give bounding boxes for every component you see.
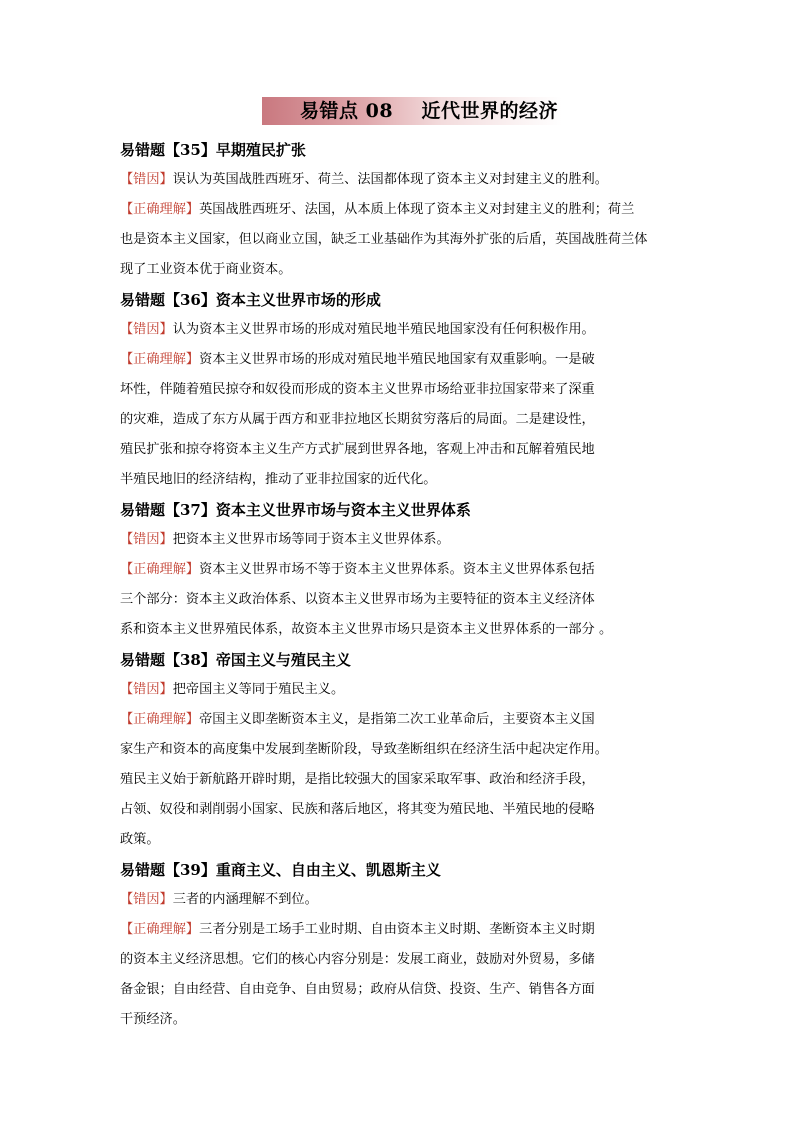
title-banner xyxy=(262,95,562,127)
correct-understanding-paragraph xyxy=(120,705,690,855)
text-line xyxy=(120,885,690,915)
error-cause-paragraph xyxy=(120,165,690,195)
line-text: 认为资本主义世界市场的形成对殖民地半殖民地国家没有任何积极作用。 xyxy=(172,322,595,337)
text-line xyxy=(120,675,690,705)
line-text: 三个部分：资本主义政治体系、以资本主义世界市场为主要特征的资本主义经济体 xyxy=(120,592,595,607)
line-text: 的灾难，造成了东方从属于西方和亚非拉地区长期贫穷落后的局面。二是建设性， xyxy=(120,412,595,427)
line-text: 资本主义世界市场的形成对殖民地半殖民地国家有双重影响。一是破 xyxy=(199,352,595,367)
line-text: 三者分别是工场手工业时期、自由资本主义时期、垄断资本主义时期 xyxy=(199,922,595,937)
correct-understanding-label: 【正确理解】 xyxy=(120,922,200,937)
error-cause-label: 【错因】 xyxy=(120,172,173,187)
text-line xyxy=(120,315,690,345)
error-item-section xyxy=(120,645,690,855)
text-line xyxy=(120,345,690,375)
line-text: 现了工业资本优于商业资本。 xyxy=(120,262,292,277)
line-text: 干预经济。 xyxy=(120,1012,186,1027)
text-line xyxy=(120,405,690,435)
text-line xyxy=(120,795,690,825)
text-line xyxy=(120,1005,690,1035)
line-text: 家生产和资本的高度集中发展到垄断阶段，导致垄断组织在经济生活中起决定作用。 xyxy=(120,742,608,757)
line-text: 帝国主义即垄断资本主义，是指第二次工业革命后，主要资本主义国 xyxy=(199,712,595,727)
text-line xyxy=(120,765,690,795)
line-text: 系和资本主义世界殖民体系，故资本主义世界市场只是资本主义世界体系的一部分 。 xyxy=(120,622,613,637)
text-line xyxy=(120,585,690,615)
error-cause-paragraph xyxy=(120,675,690,705)
error-item-section xyxy=(120,855,690,1035)
section-heading: 易错题【35】早期殖民扩张 xyxy=(120,141,306,159)
text-line xyxy=(120,975,690,1005)
text-line xyxy=(120,735,690,765)
error-cause-label: 【错因】 xyxy=(120,682,173,697)
correct-understanding-label: 【正确理解】 xyxy=(120,352,200,367)
error-cause-label: 【错因】 xyxy=(120,322,173,337)
error-cause-paragraph xyxy=(120,525,690,555)
text-line xyxy=(120,435,690,465)
text-line xyxy=(120,165,690,195)
document-body xyxy=(120,135,690,1035)
line-text: 政策。 xyxy=(120,832,160,847)
line-text: 误认为英国战胜西班牙、荷兰、法国都体现了资本主义对封建主义的胜利。 xyxy=(172,172,608,187)
section-heading: 易错题【39】重商主义、自由主义、凯恩斯主义 xyxy=(120,861,441,879)
line-text: 殖民主义始于新航路开辟时期，是指比较强大的国家采取军事、政治和经济手段， xyxy=(120,772,595,787)
error-cause-label: 【错因】 xyxy=(120,892,173,907)
text-line xyxy=(120,945,690,975)
text-line xyxy=(120,465,690,495)
line-text: 殖民扩张和掠夺将资本主义生产方式扩展到世界各地，客观上冲击和瓦解着殖民地 xyxy=(120,442,595,457)
error-cause-paragraph xyxy=(120,315,690,345)
error-cause-paragraph xyxy=(120,885,690,915)
error-cause-label: 【错因】 xyxy=(120,532,173,547)
line-text: 三者的内涵理解不到位。 xyxy=(172,892,318,907)
line-text: 备金银；自由经营、自由竞争、自由贸易；政府从信贷、投资、生产、销售各方面 xyxy=(120,982,595,997)
error-item-section xyxy=(120,285,690,495)
section-heading: 易错题【38】帝国主义与殖民主义 xyxy=(120,651,351,669)
correct-understanding-label: 【正确理解】 xyxy=(120,202,200,217)
text-line xyxy=(120,615,690,645)
section-heading: 易错题【36】资本主义世界市场的形成 xyxy=(120,291,381,309)
line-text: 占领、奴役和剥削弱小国家、民族和落后地区，将其变为殖民地、半殖民地的侵略 xyxy=(120,802,595,817)
page-title: 易错点 08 近代世界的经济 xyxy=(300,100,559,122)
text-line xyxy=(120,195,690,225)
text-line xyxy=(120,825,690,855)
text-line xyxy=(120,915,690,945)
text-line xyxy=(120,375,690,405)
text-line xyxy=(120,225,690,255)
line-text: 资本主义世界市场不等于资本主义世界体系。资本主义世界体系包括 xyxy=(199,562,595,577)
line-text: 英国战胜西班牙、法国，从本质上体现了资本主义对封建主义的胜利；荷兰 xyxy=(199,202,635,217)
correct-understanding-label: 【正确理解】 xyxy=(120,562,200,577)
text-line xyxy=(120,555,690,585)
correct-understanding-paragraph xyxy=(120,915,690,1035)
line-text: 的资本主义经济思想。它们的核心内容分别是：发展工商业，鼓励对外贸易，多储 xyxy=(120,952,595,967)
correct-understanding-paragraph xyxy=(120,195,690,285)
correct-understanding-paragraph xyxy=(120,555,690,645)
line-text: 坏性，伴随着殖民掠夺和奴役而形成的资本主义世界市场给亚非拉国家带来了深重 xyxy=(120,382,595,397)
line-text: 把资本主义世界市场等同于资本主义世界体系。 xyxy=(172,532,450,547)
line-text: 把帝国主义等同于殖民主义。 xyxy=(172,682,345,697)
text-line xyxy=(120,525,690,555)
correct-understanding-paragraph xyxy=(120,345,690,495)
correct-understanding-label: 【正确理解】 xyxy=(120,712,200,727)
section-heading: 易错题【37】资本主义世界市场与资本主义世界体系 xyxy=(120,501,471,519)
text-line xyxy=(120,705,690,735)
line-text: 也是资本主义国家，但以商业立国，缺乏工业基础作为其海外扩张的后盾，英国战胜荷兰体 xyxy=(120,232,648,247)
text-line xyxy=(120,255,690,285)
error-item-section xyxy=(120,495,690,645)
line-text: 半殖民地旧的经济结构，推动了亚非拉国家的近代化。 xyxy=(120,472,437,487)
error-item-section xyxy=(120,135,690,285)
